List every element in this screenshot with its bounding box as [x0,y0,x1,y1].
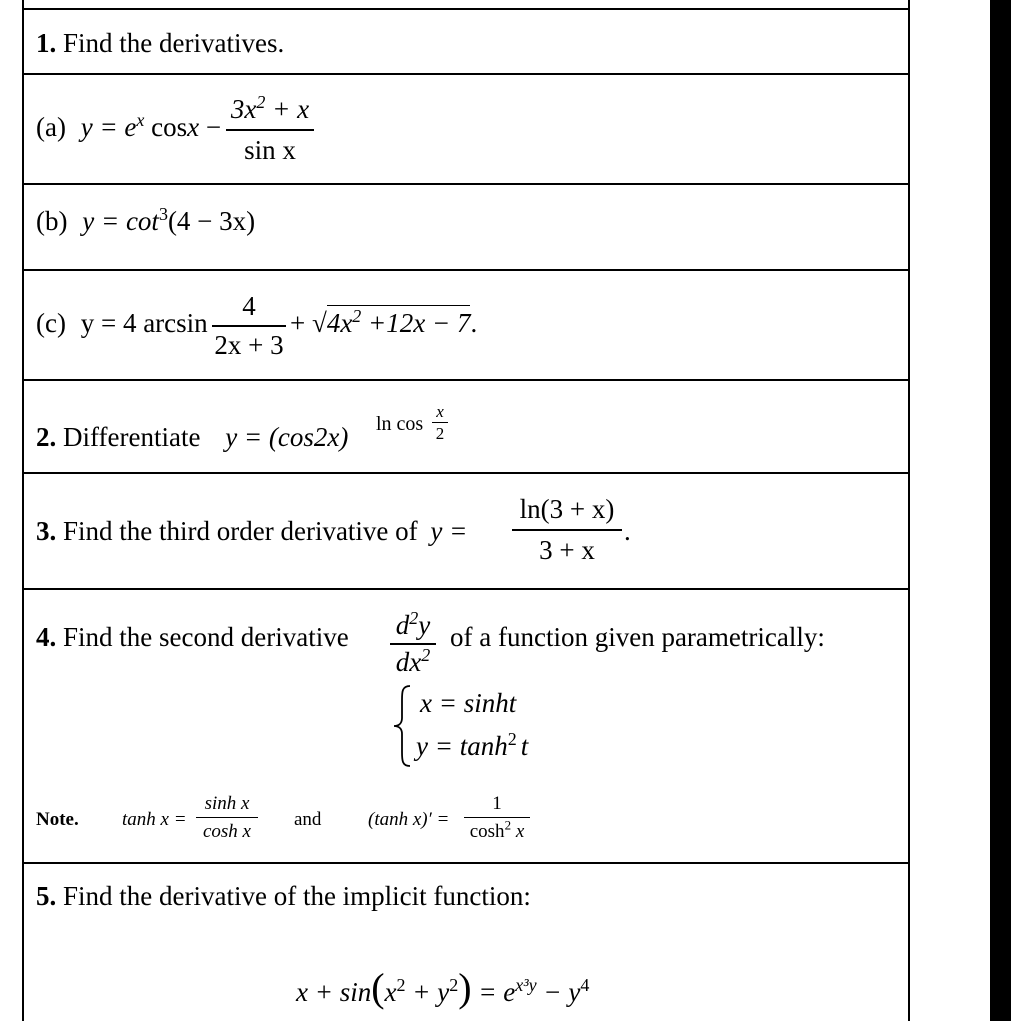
table-left-border [22,0,24,1021]
equation: x = sinh [420,688,509,718]
row-divider [22,862,910,864]
problem-text: Find the derivative of the implicit function: [63,881,531,911]
exponent: x³y [515,975,537,995]
exponent: 2 [409,608,419,628]
fraction-denominator: 2x + 3 [214,329,284,360]
equation-lhs: y = cot [82,206,159,236]
equation-lhs: y = 4 arcsin [80,308,208,338]
row-divider [22,379,910,381]
fraction-numerator: d [395,610,410,640]
row-divider [22,472,910,474]
variable: t [520,731,529,761]
fraction-denominator: 3 + x [539,534,595,565]
equation-rhs: = e [471,977,516,1007]
row-divider [22,73,910,75]
right-paren: ) [458,965,472,1010]
problem-5 [36,883,531,910]
fraction-d2y-dx2 [390,608,436,677]
table-right-border [908,0,910,1021]
operator: + [290,308,306,338]
exponent: 2 [449,975,459,995]
equation-term: + y [405,977,450,1007]
note-eq-1 [122,809,187,831]
problem-1-heading [36,30,284,57]
problem-text: Find the derivatives. [63,28,285,58]
note-fraction-1 [196,794,258,841]
exponent: 2 [352,306,362,326]
equation-term: − y [536,977,581,1007]
fraction-bar [512,529,622,531]
note-fraction-2 [464,794,530,841]
problem-2-exponent [376,413,423,436]
fraction-bar [432,422,448,423]
problem-1a [36,110,222,142]
part-label: (c) [36,308,66,338]
part-label: (a) [36,112,66,142]
row-divider [22,183,910,185]
fraction-bar [464,817,530,818]
fraction-numerator-rest: + x [265,94,310,124]
equation: y = tanh [416,731,508,761]
problem-number: 3. [36,516,57,546]
fraction-denominator: dx [395,646,422,677]
sqrt-symbol: √ [311,308,327,338]
variable: x [187,112,200,142]
problem-1c-radical [290,306,478,338]
fraction-bar [226,129,314,131]
radicand-rest: +12x − 7 [361,308,471,338]
exponent: 2 [421,644,431,665]
fraction-numerator: 1 [492,793,502,814]
equation-lhs: y = e [80,112,137,142]
note-text: Note. [36,809,79,830]
note-eq-2 [368,809,449,831]
fraction-bar [212,325,286,327]
note-and: and [294,809,322,830]
exponent: 4 [580,975,590,995]
function-name: cos [144,112,188,142]
problem-4 [36,624,349,651]
exponent: 2 [507,729,517,749]
fraction-1c [212,293,286,359]
left-paren: ( [371,965,385,1010]
fraction-3 [512,496,622,564]
row-divider [22,8,910,10]
problem-3 [36,518,467,545]
exponent: 2 [256,92,266,112]
fraction-numerator: 4 [242,291,256,321]
period: . [624,516,631,546]
variable: x [384,977,397,1007]
equation-lhs: x + sin [296,977,372,1007]
curly-brace-icon [392,684,414,768]
equation-lhs: (tanh x)′ = [368,809,450,830]
equation-lhs: y = (cos2x) [225,422,349,452]
problem-2 [36,424,348,451]
fraction-denominator: 2 [435,424,445,443]
exponent: 2 [504,817,512,833]
fraction-numerator: x [436,402,444,421]
implicit-equation [296,965,590,1010]
equation-lhs: y = [430,516,468,546]
row-divider [22,588,910,590]
problem-1b [36,204,256,236]
parametric-eq-2 [416,729,529,761]
exponent: 2 [396,975,406,995]
problem-text: Find the third order derivative of [63,516,418,546]
problem-number: 2. [36,422,57,452]
fraction-denominator: sin x [244,134,296,165]
parametric-eq-1 [420,690,516,717]
problem-text: Differentiate [63,422,201,452]
variable: y [418,610,431,640]
row-divider [22,269,910,271]
variable: x [511,821,525,842]
operator: − [199,112,222,142]
exponent: 3 [158,204,168,224]
fraction-numerator: sinh x [204,793,250,814]
problem-number: 5. [36,881,57,911]
radicand: 4x [326,308,353,338]
note-label [36,809,79,831]
exponent: x [136,110,145,130]
fraction-numerator: ln(3 + x) [519,494,615,524]
problem-number: 1. [36,28,57,58]
function-argument: (4 − 3x) [167,206,256,236]
exponent: ln cos [376,413,424,435]
variable: t [508,688,517,718]
problem-text-continued: of a function given parametrically: [450,622,825,652]
part-label: (b) [36,206,68,236]
fraction-denominator: cosh x [202,821,251,842]
problem-number: 4. [36,622,57,652]
fraction-bar [196,817,258,818]
fraction-1a [226,92,314,165]
problem-1c [36,310,208,337]
exponent-fraction [432,403,448,442]
fraction-denominator: cosh [469,821,505,842]
fraction-numerator: 3x [230,94,257,124]
equation-lhs: tanh x = [122,809,187,830]
period: . [470,308,478,338]
problem-text: Find the second derivative [63,622,349,652]
